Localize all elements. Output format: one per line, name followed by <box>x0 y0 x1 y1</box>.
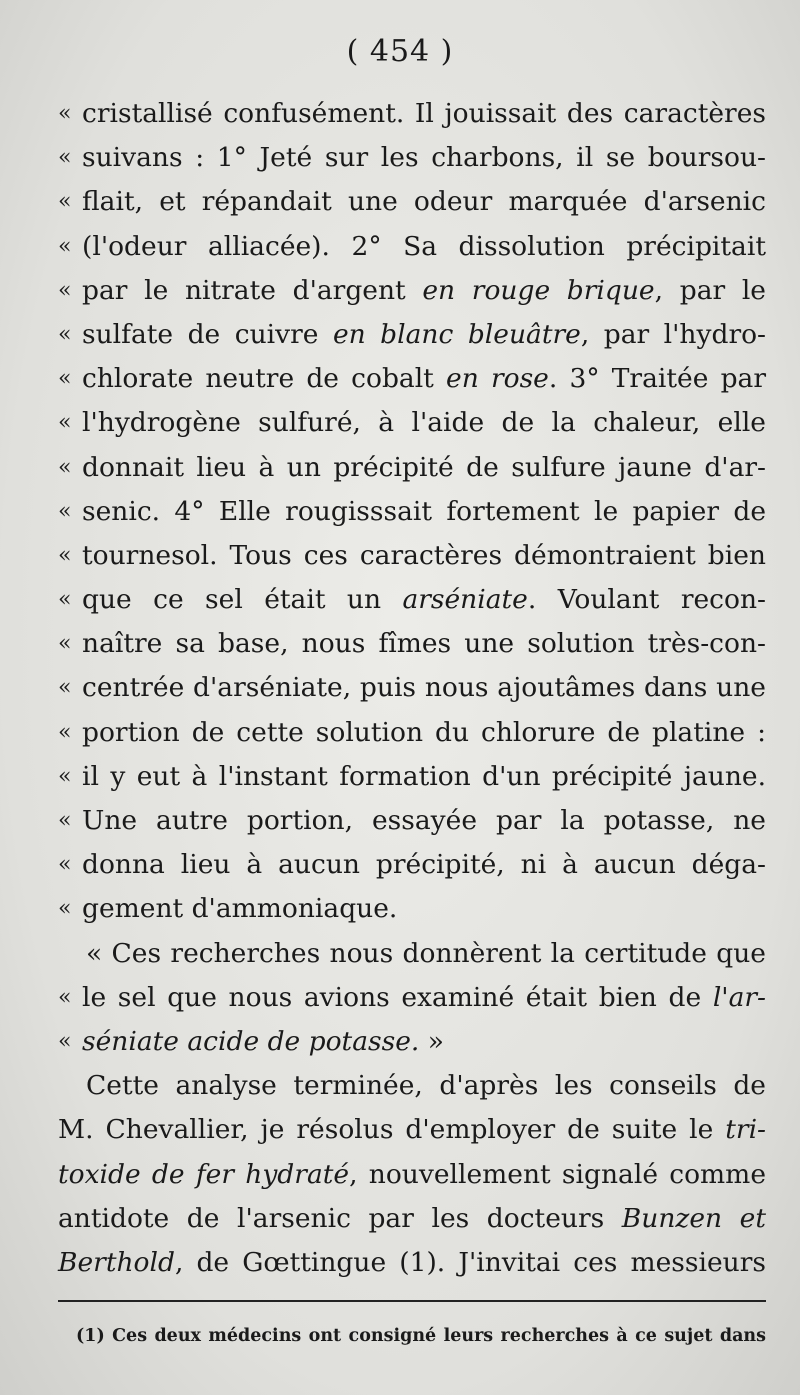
text-segment: centrée d'arséniate, puis nous ajoutâmes dans une <box>82 672 766 704</box>
page-number: ( 454 ) <box>346 34 454 69</box>
text-line <box>58 490 766 534</box>
line-text <box>58 1153 766 1197</box>
quote-mark: « <box>58 101 72 126</box>
text-segment: , par l'hydro- <box>580 318 767 350</box>
line-text <box>82 92 766 136</box>
text-segment: tournesol. Tous ces caractères démontraient bien <box>82 539 766 571</box>
quote-mark: « <box>58 189 72 215</box>
line-text <box>82 446 766 490</box>
quote-mark: « <box>58 1028 72 1054</box>
text-segment: cristallisé confusément. Il jouissait des caractères <box>82 98 766 129</box>
quote-mark: « <box>58 321 72 347</box>
quote-mark: « <box>58 587 72 613</box>
italic-segment: Bunzen et <box>621 1202 766 1234</box>
text-segment: Une autre portion, essayée par la potasse, ne <box>82 805 766 836</box>
italic-segment: arséniate <box>402 584 528 616</box>
text-segment: , par le <box>654 274 766 306</box>
line-text <box>82 401 766 445</box>
line-text <box>82 357 766 401</box>
text-segment: par le nitrate d'argent <box>82 274 423 306</box>
quote-mark: « <box>58 808 72 833</box>
body-text <box>58 92 766 1285</box>
line-text <box>82 843 766 887</box>
text-segment: . 3° Traitée par <box>548 363 766 395</box>
text-segment: flait, et répandait une odeur marquée d'arsenic <box>82 186 766 218</box>
footnote: (1) Ces deux médecins ont consigné leurs recherches à ce sujet dans <box>76 1326 766 1346</box>
footnote-rule <box>58 1300 766 1302</box>
text-segment: senic. 4° Elle rougisssait fortement le papier de <box>82 495 766 527</box>
quote-mark: « <box>58 763 72 789</box>
quote-mark: « <box>58 233 72 259</box>
text-segment: portion de cette solution du chlorure de platine : <box>82 716 766 748</box>
line-text <box>86 1064 766 1108</box>
italic-segment: en rouge brique <box>422 274 655 306</box>
line-text <box>82 269 766 313</box>
text-segment: , de Gœttingue (1). J'invitai ces messieurs <box>174 1246 766 1278</box>
text-segment: que ce sel était un <box>82 584 403 616</box>
text-line <box>58 1197 766 1241</box>
text-line <box>58 269 766 313</box>
quote-mark: « <box>58 631 72 657</box>
line-text <box>86 932 766 976</box>
quote-mark: « <box>58 675 72 701</box>
text-line <box>58 1020 766 1064</box>
text-line <box>58 92 766 136</box>
line-text <box>82 578 766 622</box>
italic-segment: en rose <box>446 363 549 395</box>
text-segment: naître sa base, nous fîmes une solution très-con- <box>82 628 766 660</box>
text-segment: « Ces recherches nous donnèrent la certitude que <box>86 937 766 969</box>
line-text <box>82 666 766 710</box>
line-text <box>58 1197 766 1241</box>
text-segment: chlorate neutre de cobalt <box>82 363 447 395</box>
line-text <box>82 490 766 534</box>
line-text <box>82 225 766 269</box>
text-line <box>58 666 766 710</box>
quote-mark: « <box>58 277 72 303</box>
quote-mark: « <box>58 896 72 922</box>
quote-mark: « <box>58 145 72 171</box>
italic-segment: en blanc bleuâtre <box>332 318 581 350</box>
text-line <box>58 225 766 269</box>
text-line <box>58 401 766 445</box>
text-line <box>58 534 766 578</box>
quote-mark: « <box>58 410 72 436</box>
line-text <box>82 180 766 224</box>
text-segment: , nouvellement signalé comme <box>349 1158 766 1190</box>
text-line <box>58 1241 766 1285</box>
line-text <box>82 622 766 666</box>
text-segment: donna lieu à aucun précipité, ni à aucun déga- <box>82 849 766 881</box>
line-text <box>82 976 766 1020</box>
line-text <box>82 711 766 755</box>
text-line <box>58 1153 766 1197</box>
quote-mark: « <box>58 454 72 480</box>
italic-segment: l'ar- <box>712 981 766 1013</box>
text-segment: gement d'ammoniaque. <box>82 893 398 925</box>
italic-segment: tri- <box>725 1114 766 1146</box>
text-line <box>58 1064 766 1108</box>
text-line <box>58 1108 766 1152</box>
text-segment: (l'odeur alliacée). 2° Sa dissolution précipitait <box>82 230 766 262</box>
quote-mark: « <box>58 984 72 1010</box>
italic-segment: toxide de fer hydraté <box>58 1158 350 1190</box>
text-segment: suivans : 1° Jeté sur les charbons, il se boursou- <box>82 142 766 174</box>
quote-mark: « <box>58 542 72 568</box>
line-text <box>82 799 766 843</box>
text-line <box>58 932 766 976</box>
text-segment: le sel que nous avions examiné était bien de <box>82 981 713 1013</box>
text-line <box>58 843 766 887</box>
text-line <box>58 313 766 357</box>
text-line <box>58 799 766 843</box>
text-line <box>58 622 766 666</box>
text-line <box>58 357 766 401</box>
text-line <box>58 976 766 1020</box>
quote-mark: « <box>58 366 72 392</box>
line-text <box>82 136 766 180</box>
line-text <box>82 313 766 357</box>
line-text <box>82 887 766 931</box>
text-line <box>58 887 766 931</box>
text-segment: » <box>419 1025 444 1057</box>
italic-segment: séniate acide de potasse. <box>82 1025 420 1057</box>
line-text <box>58 1108 766 1152</box>
text-segment: . Voulant recon- <box>527 584 766 616</box>
text-line <box>58 711 766 755</box>
text-line <box>58 136 766 180</box>
text-segment: M. Chevallier, je résolus d'employer de suite le <box>58 1114 726 1146</box>
text-line <box>58 578 766 622</box>
line-text <box>58 1241 766 1285</box>
text-line <box>58 755 766 799</box>
text-line <box>58 446 766 490</box>
italic-segment: Berthold <box>58 1246 175 1278</box>
text-segment: Cette analyse terminée, d'après les conseils de <box>86 1070 766 1102</box>
quote-mark: « <box>58 498 72 524</box>
line-text <box>82 755 766 799</box>
line-text <box>82 1020 766 1064</box>
quote-mark: « <box>58 852 72 878</box>
text-segment: il y eut à l'instant formation d'un précipité jaune. <box>82 760 766 792</box>
line-text <box>82 534 766 578</box>
text-segment: donnait lieu à un précipité de sulfure jaune d'ar- <box>82 451 766 483</box>
text-segment: sulfate de cuivre <box>82 318 333 350</box>
text-line <box>58 180 766 224</box>
quote-mark: « <box>58 719 72 745</box>
text-segment: antidote de l'arsenic par les docteurs <box>58 1202 622 1234</box>
text-segment: l'hydrogène sulfuré, à l'aide de la chaleur, elle <box>82 407 766 439</box>
